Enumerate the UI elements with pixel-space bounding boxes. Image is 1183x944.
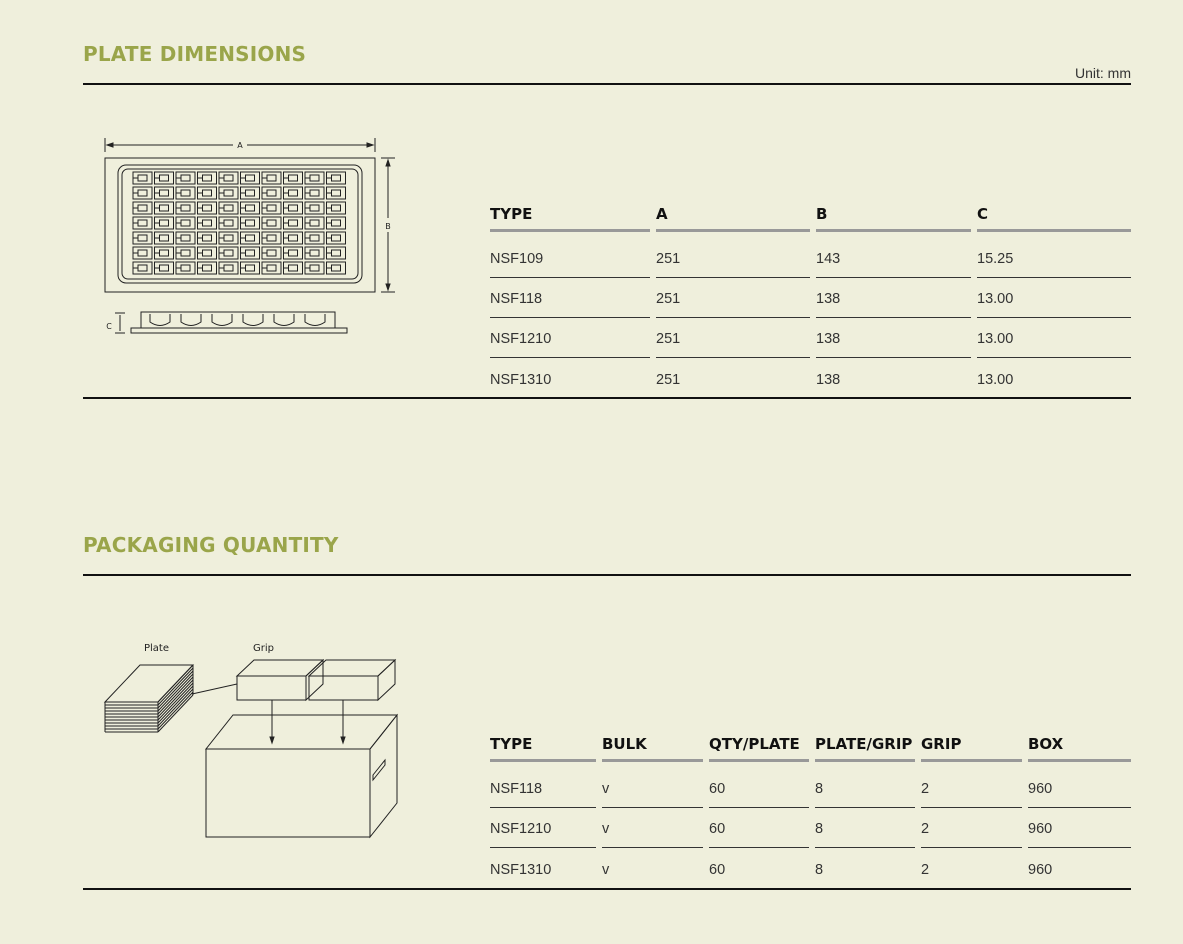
plate-cell — [133, 172, 152, 184]
plate-cell — [241, 217, 260, 229]
plate-cell — [327, 232, 346, 244]
plate-cell — [219, 172, 238, 184]
table-row: NSF118 251 138 13.00 — [490, 278, 1131, 318]
table-header-row — [490, 728, 1131, 768]
profile-pocket — [305, 314, 325, 326]
plate-cell — [133, 247, 152, 259]
plate-dimensions-top-rule — [83, 83, 1131, 85]
dimension-b-label: B — [385, 222, 391, 231]
plate-cell — [262, 217, 281, 229]
grip-label: Grip — [253, 643, 274, 654]
profile-pocket — [150, 314, 170, 326]
plate-cell — [262, 232, 281, 244]
plate-cell — [155, 247, 174, 259]
plate-cell — [262, 262, 281, 274]
profile-pocket — [243, 314, 263, 326]
table-row: NSF1310 251 138 13.00 — [490, 372, 1014, 388]
plate-cell — [155, 202, 174, 214]
plate-cell — [284, 232, 303, 244]
plate-cell — [327, 202, 346, 214]
plate-cell — [305, 172, 324, 184]
plate-cell — [262, 247, 281, 259]
plate-cell — [198, 217, 217, 229]
plate-cell — [219, 202, 238, 214]
plate-cell — [219, 247, 238, 259]
plate-cell — [305, 262, 324, 274]
plate-cell — [155, 217, 174, 229]
plate-cell — [198, 232, 217, 244]
profile-pocket — [212, 314, 232, 326]
plate-cell — [133, 217, 152, 229]
plate-cell — [305, 202, 324, 214]
plate-cell — [262, 187, 281, 199]
plate-cell — [241, 172, 260, 184]
plate-cell — [327, 262, 346, 274]
plate-label: Plate — [144, 643, 170, 654]
table-row: NSF109 251 143 15.25 — [490, 238, 1131, 278]
plate-cell — [155, 262, 174, 274]
plate-cell — [198, 172, 217, 184]
plate-cell — [219, 232, 238, 244]
plate-cell — [305, 232, 324, 244]
plate-dimension-drawing — [95, 132, 405, 342]
plate-cell — [219, 262, 238, 274]
plate-cell — [198, 202, 217, 214]
header-type: TYPE — [490, 728, 602, 768]
header-type: TYPE — [490, 198, 656, 238]
plate-cell — [241, 232, 260, 244]
plate-cell — [176, 217, 195, 229]
plate-dimensions-table — [490, 198, 1131, 398]
plate-cell — [305, 187, 324, 199]
header-grip: GRIP — [921, 728, 1028, 768]
plate-cell — [133, 262, 152, 274]
unit-label: Unit: mm — [1075, 65, 1131, 81]
plate-cell — [327, 217, 346, 229]
header-a: A — [656, 198, 816, 238]
plate-cell — [176, 202, 195, 214]
plate-cell — [198, 247, 217, 259]
packaging-quantity-title: PACKAGING QUANTITY — [83, 533, 339, 557]
header-bulk: BULK — [602, 728, 709, 768]
plate-cell — [241, 247, 260, 259]
header-b: B — [816, 198, 977, 238]
plate-cell — [262, 172, 281, 184]
table-row: NSF1210 v 60 8 2 960 — [490, 808, 1131, 848]
header-plate-grip: PLATE/GRIP — [815, 728, 921, 768]
table-header-row — [490, 198, 1131, 238]
table-row: NSF1310 v 60 8 2 960 — [490, 862, 1053, 878]
plate-cell — [198, 187, 217, 199]
dimension-c-label: C — [106, 322, 112, 331]
plate-dimensions-title: PLATE DIMENSIONS — [83, 42, 307, 66]
plate-cell — [133, 202, 152, 214]
header-box: BOX — [1028, 728, 1131, 768]
dimension-a-label: A — [237, 141, 243, 150]
plate-cell — [305, 247, 324, 259]
plate-dimensions-bottom-rule — [83, 397, 1131, 399]
header-qty-plate: QTY/PLATE — [709, 728, 815, 768]
plate-cell — [241, 262, 260, 274]
plate-cell — [133, 187, 152, 199]
plate-cell — [133, 232, 152, 244]
plate-cell — [284, 187, 303, 199]
plate-cell — [284, 172, 303, 184]
plate-cell — [327, 247, 346, 259]
plate-cell — [284, 247, 303, 259]
plate-cell — [176, 172, 195, 184]
plate-cell — [219, 187, 238, 199]
header-c: C — [977, 198, 1131, 238]
plate-cell — [155, 232, 174, 244]
plate-cell — [176, 262, 195, 274]
packaging-quantity-table — [490, 728, 1131, 888]
plate-cell — [176, 187, 195, 199]
plate-cell — [155, 187, 174, 199]
plate-cell — [176, 247, 195, 259]
packaging-quantity-bottom-rule — [83, 888, 1131, 890]
packaging-quantity-top-rule — [83, 574, 1131, 576]
plate-cell — [198, 262, 217, 274]
plate-cell — [305, 217, 324, 229]
profile-pocket — [181, 314, 201, 326]
plate-cell — [284, 202, 303, 214]
plate-cell — [241, 187, 260, 199]
table-row: NSF1210 251 138 13.00 — [490, 318, 1131, 358]
packaging-drawing — [100, 636, 405, 841]
plate-cell — [176, 232, 195, 244]
plate-cell — [284, 262, 303, 274]
plate-cell — [219, 217, 238, 229]
plate-cell — [262, 202, 281, 214]
plate-cell — [327, 187, 346, 199]
plate-cell — [327, 172, 346, 184]
plate-cell — [284, 217, 303, 229]
plate-cell — [241, 202, 260, 214]
profile-pocket — [274, 314, 294, 326]
table-row: NSF118 v 60 8 2 960 — [490, 768, 1131, 808]
plate-cell — [155, 172, 174, 184]
